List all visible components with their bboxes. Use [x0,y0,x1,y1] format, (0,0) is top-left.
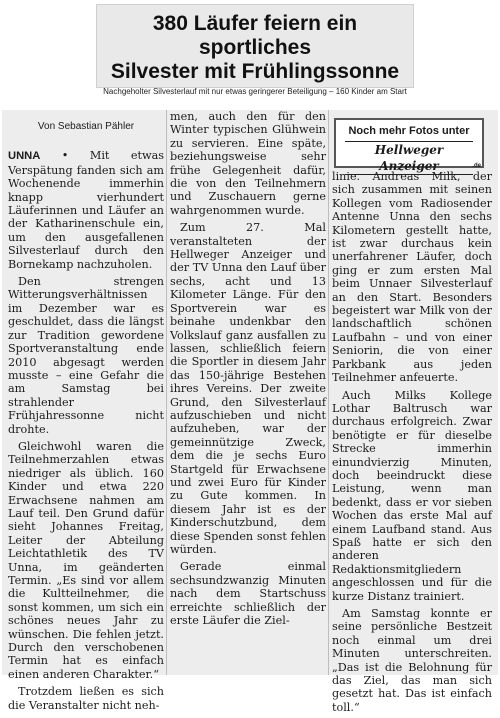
column-divider [166,110,167,675]
paragraph: Zum 27. Mal veranstalteten der Hellweger Anzeiger und der TV Unna den Lauf über sechs, acht und 13 Kilometer Länge. Für den Sportverein war es beinahe undenkbar den Volkslauf ganz ausfallen zu lassen, schließlich feiern die Sportler in diesem Jahr das 150-jährige Bestehen ihres Vereins. Der zweite Grund, den Silvesterlauf aufzuschieben und nicht aufzuheben, war der gemeinnützige Zweck, dem die je sechs Euro Startgeld für Erwachsene und zwei Euro für Kinder zu Gute kommen. In diesem Jahr ist es der Kinderschutzbund, dem diese Spenden sonst fehlen würden. [170,221,326,556]
column-3 [332,110,492,714]
headline [97,12,413,84]
promo-caption: Noch mehr Fotos unter [348,125,470,137]
byline: Von Sebastian Pähler [37,121,135,132]
paragraph: men, auch den für den Winter typischen Glühwein zu servieren. Eine späte, beziehungsweise sehr frühe Gelegenheit dafür, die von den Teilnehmern und Zuschauern gerne wahrgenommen wurde. [170,110,326,217]
column-divider [328,110,329,675]
paragraph: Gleichwohl waren die Teilnehmerzahlen etwas niedriger als üblich. 160 Kinder und etwa 220 Erwachsene nahmen am Lauf teil. Den Grund dafür sieht Johannes Freitag, Leiter der Abteilung Leichtathletik des TV Unna, im geänderten Termin. „Es sind vor allem die Kultteilnehmer, die sonst kommen, um sich ein schönes neues Jahr zu wünschen. Die fehlen jetzt. Durch den verschobenen Termin hat es einfach einen anderen Charakter.“ [8,439,164,681]
column-1 [8,110,164,712]
paragraph: linie. Andreas Milk, der sich zusammen mit seinen Kollegen vom Radiosender Antenne Unna den sechs Kilometern gestellt hatte, ist zwar durchaus kein unerfahrener Läufer, doch ging er zum ersten Mal beim Unnaer Silvesterlauf an den Start. Besonders begeistert war Milk von der landschaftlich schönen Laufbahn – und von einer Seniorin, die von einer Parkbank aus jeden Teilnehmer anfeuerte. [332,170,492,385]
column-3-text [332,170,492,718]
subheadline: Nachgeholter Silvesterlauf mit nur etwas geringerer Beteiligung – 160 Kinder am Start [103,87,407,96]
column-2 [170,110,326,675]
headline-line-1: 380 Läufer feiern ein sportliches [152,12,358,59]
dateline: UNNA [8,150,41,163]
paragraph: Gerade einmal sechsundzwanzig Minuten nach dem Startschuss erreichte schließlich der erste Läufer die Ziel- [170,560,326,628]
article-body [2,110,498,714]
newspaper-name: Hellweger Anzeiger [374,143,444,173]
paragraph-text: • Mit etwas Verspätung fanden sich am Wochenende immerhin knapp vierhundert Läuferinnen und Läufer an der Katharinenschule ein, um den ausgefallenen Silvesterlauf durch den Bornekamp nachzuholen. [8,149,164,271]
paragraph: Am Samstag konnte er seine persönliche Bestzeit noch einmal um drei Minuten unterschreiten. „Das ist die Belohnung für das Ziel, das man sich gesetzt hat. Das ist einfach toll.“ [332,607,492,714]
paragraph [8,149,164,271]
newspaper-logo [345,141,481,175]
photo-promo-box [334,118,484,173]
headline-line-2: Silvester mit Frühlingssonne [110,60,400,83]
paragraph: Den strengen Witterungsverhältnissen im Dezember war es geschuldet, dass die längst zur Tradition gewordene Sportveranstaltung ende 2010 abgesagt werden musste – eine Gefahr die am Samstag bei strahlender Frühjahressonne nicht drohte. [8,275,164,436]
domain-suffix: .de [472,163,481,169]
headline-box [96,4,414,96]
paragraph: Trotzdem ließen es sich die Veranstalter nicht neh- [8,685,164,712]
paragraph: Auch Milks Kollege Lothar Baltrusch war durchaus erfolgreich. Zwar benötigte er für dieselbe Strecke immerhin einundvierzig Minuten, doch beeindruckt diese Leistung, wenn man bedenkt, dass er vor sieben Wochen das erste Mal auf einem Laufband stand. Aus Spaß hatte er sich den anderen Redaktionsmitgliedern angeschlossen und für die kurze Distanz trainiert. [332,388,492,603]
